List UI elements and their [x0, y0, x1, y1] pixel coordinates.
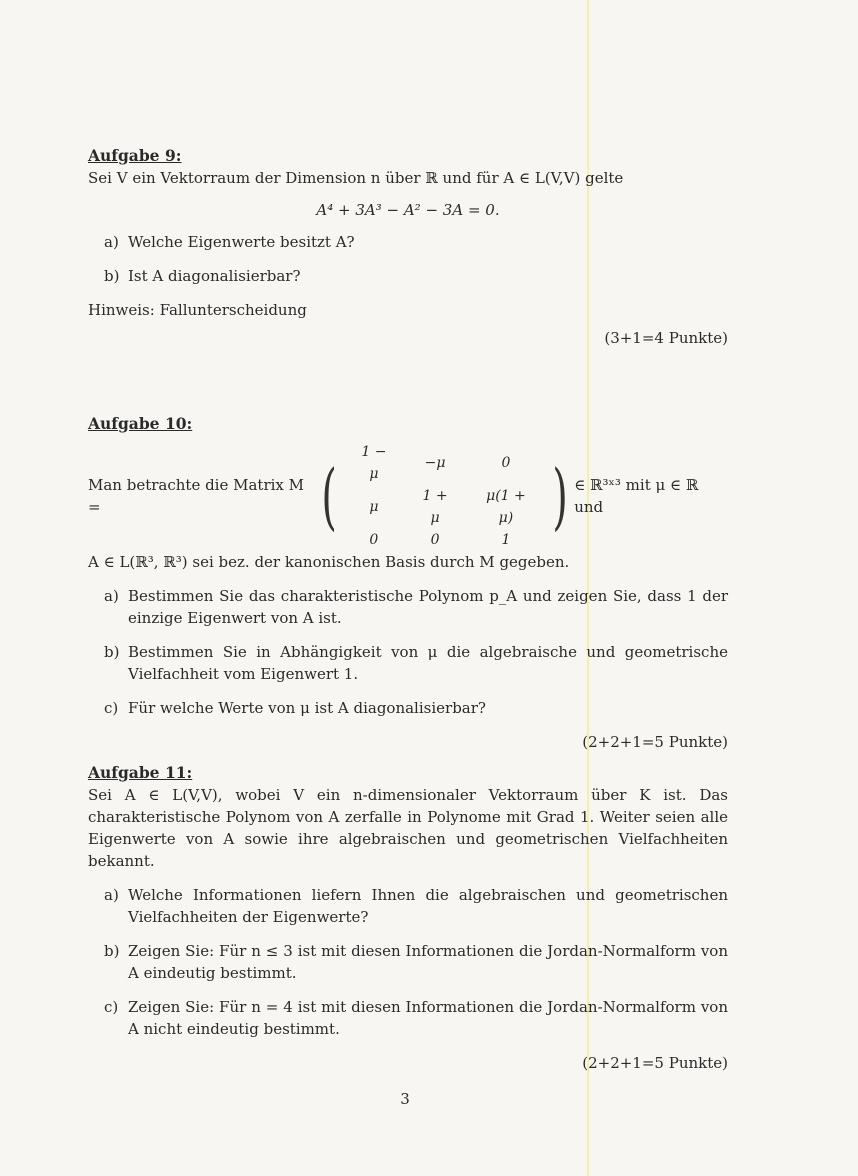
subtask-label: c) [104, 998, 119, 1016]
subtask-a [104, 585, 728, 629]
task-10 [88, 414, 728, 753]
subtask-text: Welche Informationen liefern Ihnen die algebraischen und geometrischen Vielfachheiten der Eigenwerte? [128, 886, 728, 926]
subtask-text: Bestimmen Sie in Abhängigkeit von μ die algebraische und geometrische Vielfachheit vom Eigenwert 1. [128, 643, 728, 683]
matrix-cell: −μ [424, 455, 446, 471]
subtask-text: Für welche Werte von μ ist A diagonalisierbar? [128, 699, 486, 717]
task-hint: Hinweis: Fallunterscheidung [88, 301, 307, 319]
matrix-cell: 0 [430, 532, 440, 548]
subtask-text: Ist A diagonalisierbar? [128, 267, 301, 285]
matrix-cell: μ(1 + μ) [486, 488, 526, 526]
task-points: (3+1=4 Punkte) [604, 329, 728, 347]
task-title: Aufgabe 11: [88, 763, 193, 782]
subtask-label: b) [104, 643, 120, 661]
subtask-text: Welche Eigenwerte besitzt A? [128, 233, 355, 251]
subtask-c [104, 996, 728, 1040]
subtask-label: b) [104, 267, 120, 285]
task-points: (2+2+1=5 Punkte) [582, 1054, 728, 1072]
page-number: 3 [400, 1090, 410, 1108]
matrix-row [343, 441, 546, 485]
subtask-c [104, 697, 728, 719]
subtask-label: b) [104, 942, 120, 960]
matrix-row [343, 485, 546, 529]
matrix-lead: Man betrachte die Matrix M = [88, 476, 305, 516]
matrix-cell: 1 [501, 532, 511, 548]
task-title: Aufgabe 10: [88, 414, 193, 433]
subtask-b [104, 641, 728, 685]
subtask-a [104, 884, 728, 928]
subtask-label: a) [104, 587, 119, 605]
task-equation: A⁴ + 3A³ − A² − 3A = 0. [316, 201, 500, 219]
subtask-b [104, 265, 728, 287]
matrix-row [343, 529, 546, 551]
matrix-definition [88, 441, 728, 551]
subtask-label: c) [104, 699, 119, 717]
matrix-cell: 0 [501, 455, 511, 471]
task-intro: Sei A ∈ L(V,V), wobei V ein n-dimensionaler Vektorraum über K ist. Das charakteristische Polynom von A zerfalle in Polynome mit Grad 1. Weiter seien alle Eigenwerte von A sowie ihre algebraischen und geometrischen Vielfachheiten bekannt. [88, 786, 728, 870]
subtask-text: Bestimmen Sie das charakteristische Polynom p_A und zeigen Sie, dass 1 der einzige Eigenwert von A ist. [128, 587, 728, 627]
task-intro: Sei V ein Vektorraum der Dimension n über ℝ und für A ∈ L(V,V) gelte [88, 169, 624, 187]
subtask-b [104, 940, 728, 984]
subtask-label: a) [104, 886, 119, 904]
task-points: (2+2+1=5 Punkte) [582, 733, 728, 751]
right-paren: ) [552, 454, 568, 538]
matrix-M [343, 441, 546, 551]
subtask-text: Zeigen Sie: Für n = 4 ist mit diesen Informationen die Jordan-Normalform von A nicht eindeutig bestimmt. [128, 998, 728, 1038]
subtask-label: a) [104, 233, 119, 251]
matrix-tail: ∈ ℝ³ˣ³ mit μ ∈ ℝ und [574, 476, 699, 516]
task-11 [88, 763, 728, 1074]
task-title: Aufgabe 9: [88, 146, 182, 165]
matrix-cell: μ [369, 499, 379, 515]
left-paren: ( [321, 454, 338, 538]
matrix-cell: 0 [369, 532, 379, 548]
task-9 [88, 146, 728, 349]
subtask-a [104, 231, 728, 253]
matrix-cell: 1 + μ [422, 488, 448, 526]
task-intro: A ∈ L(ℝ³, ℝ³) sei bez. der kanonischen Basis durch M gegeben. [88, 553, 570, 571]
subtask-text: Zeigen Sie: Für n ≤ 3 ist mit diesen Informationen die Jordan-Normalform von A eindeutig bestimmt. [128, 942, 728, 982]
matrix-cell: 1 − μ [361, 444, 387, 482]
